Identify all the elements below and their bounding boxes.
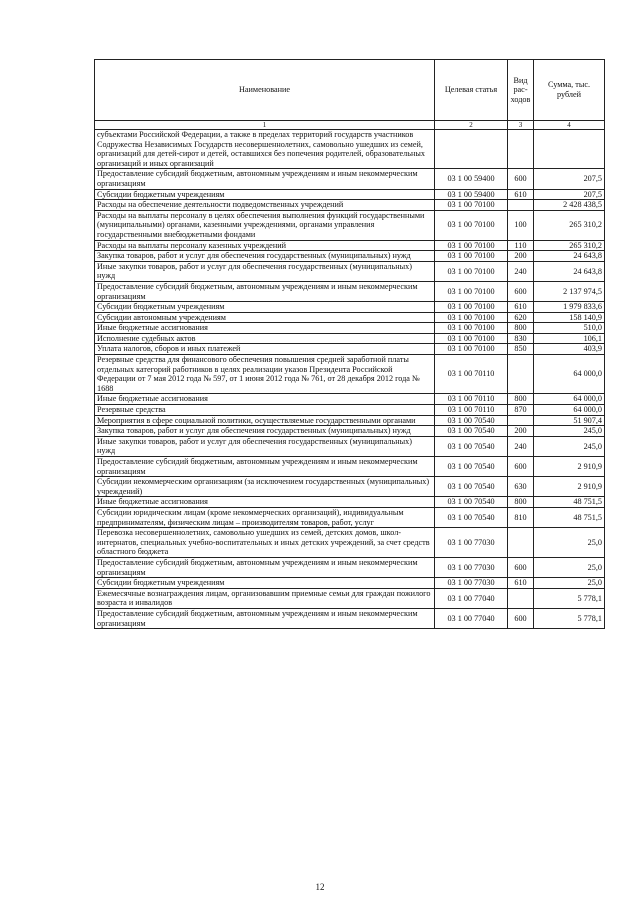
row-expense-type (508, 415, 534, 426)
row-expense-type (508, 200, 534, 211)
row-name: Резервные средства (95, 405, 435, 416)
row-target-article: 03 1 00 70540 (435, 457, 508, 477)
row-name: Предоставление субсидий бюджетным, автономным учреждениям и иным некоммерческим организациям (95, 169, 435, 189)
row-sum: 510,0 (534, 323, 605, 334)
table-row (95, 394, 605, 405)
row-sum: 25,0 (534, 557, 605, 577)
table-row (95, 578, 605, 589)
row-name: Иные бюджетные ассигнования (95, 323, 435, 334)
row-target-article: 03 1 00 70540 (435, 426, 508, 437)
row-name: Субсидии бюджетным учреждениям (95, 578, 435, 589)
table-row (95, 436, 605, 456)
row-expense-type: 610 (508, 578, 534, 589)
row-expense-type: 830 (508, 333, 534, 344)
row-target-article: 03 1 00 70100 (435, 240, 508, 251)
row-expense-type: 800 (508, 394, 534, 405)
row-name: Субсидии бюджетным учреждениям (95, 302, 435, 313)
row-target-article: 03 1 00 77030 (435, 578, 508, 589)
row-name: Субсидии автономным учреждениям (95, 312, 435, 323)
table-row (95, 200, 605, 211)
row-name: Мероприятия в сфере социальной политики, осуществляемые государственными органами (95, 415, 435, 426)
header-target-article: Целевая статья (435, 60, 508, 121)
row-sum: 207,5 (534, 169, 605, 189)
row-expense-type: 600 (508, 557, 534, 577)
table-row (95, 405, 605, 416)
table-row (95, 130, 605, 169)
row-name: Иные закупки товаров, работ и услуг для обеспечения государственных (муниципальных) нужд (95, 261, 435, 281)
row-expense-type: 600 (508, 281, 534, 301)
table-row (95, 497, 605, 508)
row-expense-type: 610 (508, 302, 534, 313)
row-sum: 2 910,9 (534, 477, 605, 497)
row-expense-type: 610 (508, 189, 534, 200)
row-sum: 106,1 (534, 333, 605, 344)
header-name: Наименование (95, 60, 435, 121)
row-sum: 245,0 (534, 426, 605, 437)
table-row (95, 261, 605, 281)
row-target-article: 03 1 00 70540 (435, 497, 508, 508)
row-sum: 51 907,4 (534, 415, 605, 426)
row-sum: 25,0 (534, 578, 605, 589)
column-number-row (95, 121, 605, 130)
row-expense-type (508, 588, 534, 608)
row-name: Иные закупки товаров, работ и услуг для обеспечения государственных (муниципальных) нужд (95, 436, 435, 456)
table-row (95, 457, 605, 477)
row-target-article: 03 1 00 59400 (435, 169, 508, 189)
row-sum: 1 979 833,6 (534, 302, 605, 313)
row-expense-type: 600 (508, 457, 534, 477)
row-sum: 64 000,0 (534, 394, 605, 405)
table-row (95, 240, 605, 251)
row-name: Предоставление субсидий бюджетным, автономным учреждениям и иным некоммерческим организациям (95, 608, 435, 628)
table-row (95, 588, 605, 608)
budget-table (94, 59, 605, 629)
row-target-article: 03 1 00 70100 (435, 333, 508, 344)
row-target-article: 03 1 00 77030 (435, 557, 508, 577)
table-row (95, 477, 605, 497)
row-expense-type: 240 (508, 261, 534, 281)
row-name: Субсидии некоммерческим организациям (за исключением государственных (муниципальных) учреждений) (95, 477, 435, 497)
row-sum: 24 643,8 (534, 261, 605, 281)
row-sum: 25,0 (534, 528, 605, 558)
table-row (95, 344, 605, 355)
row-sum (534, 130, 605, 169)
row-target-article: 03 1 00 70100 (435, 312, 508, 323)
row-expense-type: 200 (508, 426, 534, 437)
row-target-article: 03 1 00 70110 (435, 405, 508, 416)
row-expense-type: 800 (508, 497, 534, 508)
row-expense-type (508, 130, 534, 169)
table-row (95, 251, 605, 262)
row-name: Предоставление субсидий бюджетным, автономным учреждениям и иным некоммерческим организациям (95, 457, 435, 477)
row-expense-type: 600 (508, 608, 534, 628)
row-target-article: 03 1 00 77040 (435, 588, 508, 608)
table-row (95, 426, 605, 437)
row-expense-type: 100 (508, 210, 534, 240)
row-sum: 64 000,0 (534, 405, 605, 416)
row-target-article (435, 130, 508, 169)
row-name: Субсидии юридическим лицам (кроме некоммерческих организаций), индивидуальным предпринимателям, физическим лицам – производителям товаров, работ, услуг (95, 507, 435, 527)
row-sum: 5 778,1 (534, 608, 605, 628)
row-sum: 48 751,5 (534, 507, 605, 527)
row-name: Иные бюджетные ассигнования (95, 394, 435, 405)
table-row (95, 210, 605, 240)
row-sum: 2 910,9 (534, 457, 605, 477)
row-name: Исполнение судебных актов (95, 333, 435, 344)
row-target-article: 03 1 00 70100 (435, 302, 508, 313)
row-expense-type: 870 (508, 405, 534, 416)
row-target-article: 03 1 00 70100 (435, 251, 508, 262)
row-target-article: 03 1 00 70100 (435, 200, 508, 211)
row-expense-type (508, 528, 534, 558)
row-sum: 403,9 (534, 344, 605, 355)
page-number: 12 (315, 882, 325, 892)
row-name: Закупка товаров, работ и услуг для обеспечения государственных (муниципальных) нужд (95, 426, 435, 437)
row-name: Резервные средства для финансового обеспечения повышения средней заработной платы отдельных категорий работников в целях реализации указов Президента Российской Федерации от 7 мая 2012 года № 597, от 1 июня 2012 года № 761, от 28 декабря 2012 года № 1688 (95, 355, 435, 394)
row-target-article: 03 1 00 70100 (435, 210, 508, 240)
row-sum: 265 310,2 (534, 210, 605, 240)
row-name: Расходы на выплаты персоналу казенных учреждений (95, 240, 435, 251)
row-sum: 207,5 (534, 189, 605, 200)
row-expense-type (508, 355, 534, 394)
row-expense-type: 850 (508, 344, 534, 355)
table-row (95, 507, 605, 527)
row-name: Субсидии бюджетным учреждениям (95, 189, 435, 200)
table-row (95, 189, 605, 200)
row-target-article: 03 1 00 70540 (435, 436, 508, 456)
row-sum: 64 000,0 (534, 355, 605, 394)
row-target-article: 03 1 00 70540 (435, 415, 508, 426)
row-name: Расходы на выплаты персоналу в целях обеспечения выполнения функций государственными (муниципальными) органами, казенными учреждениями, органами управления государственными внебюджетными фондами (95, 210, 435, 240)
table-row (95, 528, 605, 558)
column-number: 1 (95, 121, 435, 130)
row-target-article: 03 1 00 70540 (435, 477, 508, 497)
row-name: Перевозка несовершеннолетних, самовольно ушедших из семей, детских домов, школ-интернатов, специальных учебно-воспитательных и иных детских учреждений, за счет средств областного бюджета (95, 528, 435, 558)
column-number: 2 (435, 121, 508, 130)
table-row (95, 302, 605, 313)
row-name: Расходы на обеспечение деятельности подведомственных учреждений (95, 200, 435, 211)
row-sum: 158 140,9 (534, 312, 605, 323)
row-target-article: 03 1 00 70100 (435, 281, 508, 301)
row-target-article: 03 1 00 77040 (435, 608, 508, 628)
table-header-row (95, 60, 605, 121)
row-name: Предоставление субсидий бюджетным, автономным учреждениям и иным некоммерческим организациям (95, 281, 435, 301)
row-expense-type: 800 (508, 323, 534, 334)
row-sum: 245,0 (534, 436, 605, 456)
column-number: 4 (534, 121, 605, 130)
row-name: Иные бюджетные ассигнования (95, 497, 435, 508)
table-row (95, 312, 605, 323)
row-expense-type: 630 (508, 477, 534, 497)
table-row (95, 557, 605, 577)
header-expense-type: Вид рас-ходов (508, 60, 534, 121)
row-sum: 24 643,8 (534, 251, 605, 262)
header-sum: Сумма, тыс. рублей (534, 60, 605, 121)
row-target-article: 03 1 00 70540 (435, 507, 508, 527)
row-target-article: 03 1 00 70100 (435, 344, 508, 355)
table-row (95, 608, 605, 628)
row-expense-type: 200 (508, 251, 534, 262)
table-row (95, 323, 605, 334)
row-target-article: 03 1 00 59400 (435, 189, 508, 200)
row-sum: 265 310,2 (534, 240, 605, 251)
row-name: Уплата налогов, сборов и иных платежей (95, 344, 435, 355)
row-name: Ежемесячные вознаграждения лицам, организовавшим приемные семьи для граждан пожилого возраста и инвалидов (95, 588, 435, 608)
row-name: субъектами Российской Федерации, а также в пределах территорий государств участников Содружества Независимых Государств несовершеннолетних, самовольно ушедших из семей, организаций для детей-сирот и детей, оставшихся без попечения родителей, образовательных организаций и иных организаций (95, 130, 435, 169)
row-sum: 5 778,1 (534, 588, 605, 608)
row-name: Предоставление субсидий бюджетным, автономным учреждениям и иным некоммерческим организациям (95, 557, 435, 577)
table-body (95, 130, 605, 629)
row-expense-type: 240 (508, 436, 534, 456)
table-row (95, 333, 605, 344)
table-row (95, 281, 605, 301)
row-sum: 48 751,5 (534, 497, 605, 508)
row-target-article: 03 1 00 70110 (435, 394, 508, 405)
row-target-article: 03 1 00 70100 (435, 323, 508, 334)
column-number: 3 (508, 121, 534, 130)
table-row (95, 355, 605, 394)
row-expense-type: 600 (508, 169, 534, 189)
table-row (95, 169, 605, 189)
row-target-article: 03 1 00 70110 (435, 355, 508, 394)
row-target-article: 03 1 00 70100 (435, 261, 508, 281)
row-sum: 2 137 974,5 (534, 281, 605, 301)
row-name: Закупка товаров, работ и услуг для обеспечения государственных (муниципальных) нужд (95, 251, 435, 262)
row-expense-type: 810 (508, 507, 534, 527)
row-expense-type: 110 (508, 240, 534, 251)
row-target-article: 03 1 00 77030 (435, 528, 508, 558)
row-expense-type: 620 (508, 312, 534, 323)
row-sum: 2 428 438,5 (534, 200, 605, 211)
table-row (95, 415, 605, 426)
